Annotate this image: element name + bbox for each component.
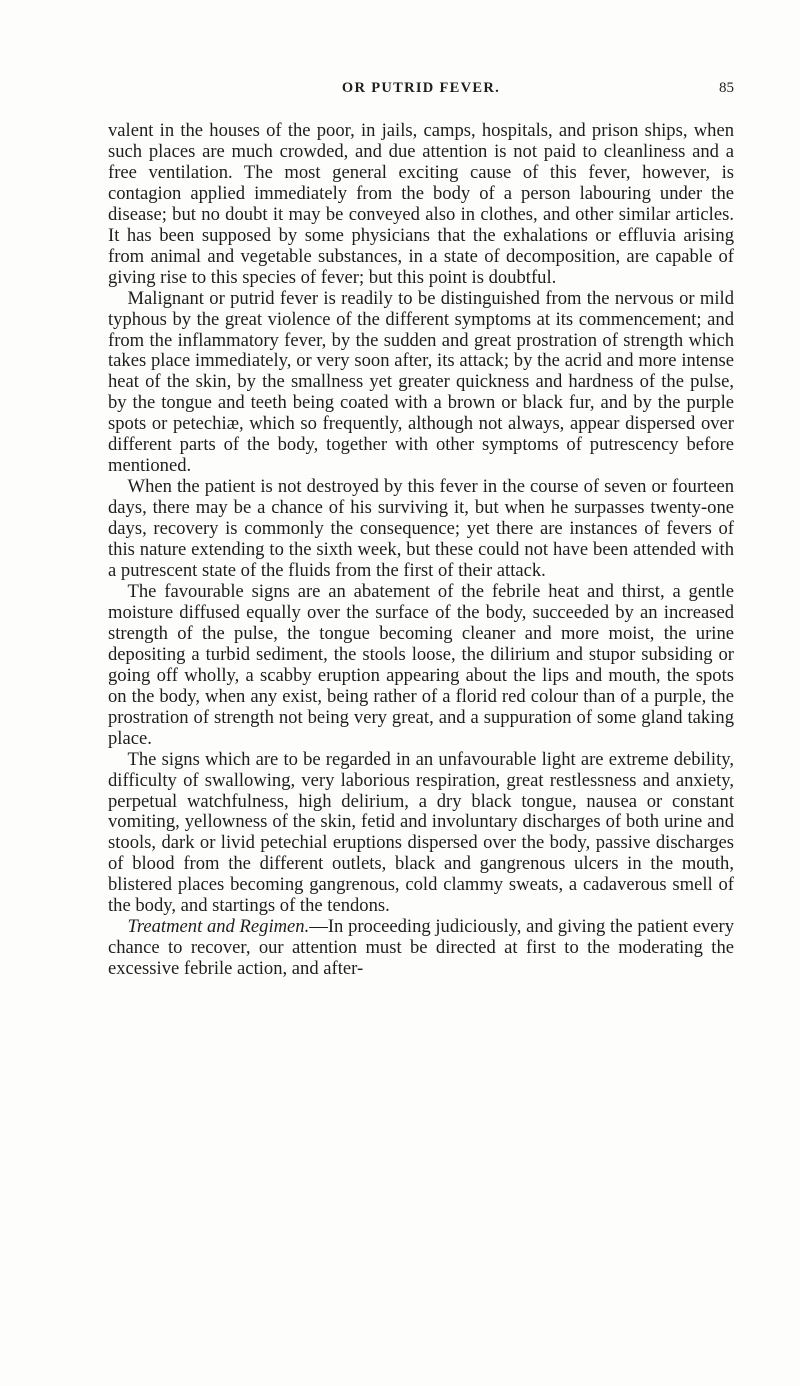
- section-run-in-heading: Treatment and Regimen.: [127, 916, 310, 938]
- paragraph-duration: When the patient is not destroyed by this fever in the course of seven or fourteen days, there may be a chance of his surviving it, but when he surpasses twenty-one days, recovery is commonly the consequence; yet there are instances of fevers of this nature extending to the sixth week, but these could not have been attended with a putrescent state of the fluids from the first of their attack.: [108, 476, 734, 582]
- paragraph-causes: valent in the houses of the poor, in jails, camps, hospitals, and prison ships, when such places are much crowded, and due attention is not paid to cleanliness and a free ventilation. The most general exciting cause of this fever, however, is contagion applied immediately from the body of a person labouring under the disease; but no doubt it may be conveyed also in clothes, and other similar articles. It has been supposed by some physicians that the exhalations or effluvia arising from animal and vegetable substances, in a state of decomposition, are capable of giving rise to this species of fever; but this point is doubtful.: [108, 120, 734, 288]
- running-title: OR PUTRID FEVER.: [341, 80, 501, 96]
- paragraph-distinction: Malignant or putrid fever is readily to be distinguished from the nervous or mild typhous by the great violence of the different symptoms at its commencement; and from the inflammatory fever, by the sudden and great prostration of strength which takes place immediately, or very soon after, its attack; by the acrid and more intense heat of the skin, by the smallness yet greater quickness and hardness of the pulse, by the tongue and teeth being coated with a brown or black fur, and by the purple spots or petechiæ, which so frequently, although not always, appear dispersed over different parts of the body, together with other symptoms of putrescency before mentioned.: [108, 287, 734, 477]
- paragraph-treatment: [108, 917, 734, 980]
- page-number: 85: [719, 80, 734, 96]
- running-head: [108, 80, 734, 102]
- paragraph-treatment-text: —In proceeding judiciously, and giving the patient every chance to recover, our attention must be directed at first to the moderating the excessive febrile action, and after-: [108, 916, 734, 980]
- paragraph-favourable-signs: The favourable signs are an abatement of the febrile heat and thirst, a gentle moisture diffused equally over the surface of the body, succeeded by an increased strength of the pulse, the tongue becoming cleaner and more moist, the urine depositing a turbid sediment, the stools loose, the dilirium and stupor subsiding or going off wholly, a scabby eruption appearing about the lips and mouth, the spots on the body, when any exist, being rather of a florid red colour than of a purple, the prostration of strength not being very great, and a suppuration of some gland taking place.: [108, 580, 734, 749]
- paragraph-unfavourable-signs: The signs which are to be regarded in an unfavourable light are extreme debility, difficulty of swallowing, very laborious respiration, great restlessness and anxiety, perpetual watchfulness, high delirium, a dry black tongue, nausea or constant vomiting, yellowness of the skin, fetid and involuntary discharges of both urine and stools, dark or livid petechial eruptions dispersed over the body, passive discharges of blood from the different outlets, black and gangrenous ulcers in the mouth, blistered places becoming gangrenous, cold clammy sweats, a cadaverous smell of the body, and startings of the tendons.: [108, 748, 734, 917]
- body-text: [108, 121, 734, 980]
